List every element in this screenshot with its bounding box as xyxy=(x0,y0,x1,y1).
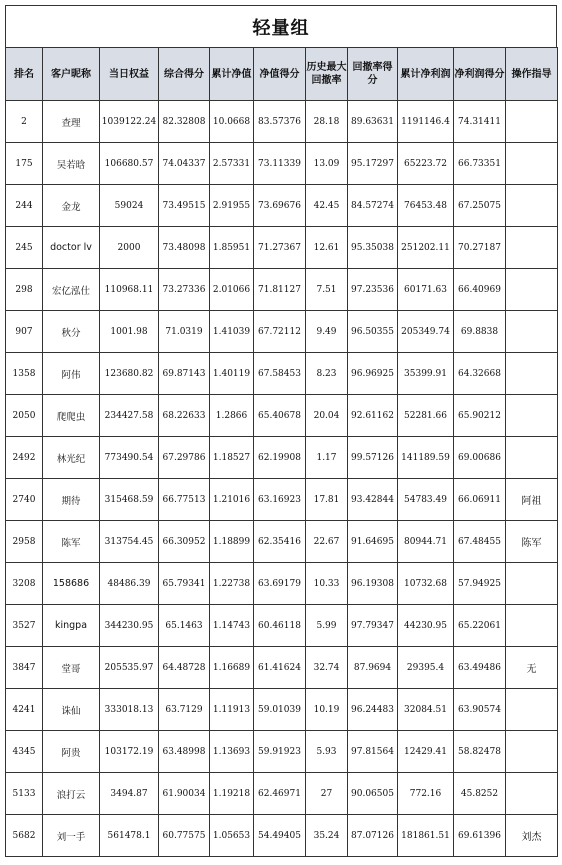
equity-cell: 2000 xyxy=(100,227,159,269)
drawdown-score-cell: 93.42844 xyxy=(348,479,398,521)
nickname-cell: 爬爬虫 xyxy=(43,395,100,437)
cum-nav-cell: 1.05653 xyxy=(210,815,254,857)
profit-score-cell: 65.90212 xyxy=(454,395,506,437)
drawdown-score-cell: 96.96925 xyxy=(348,353,398,395)
col-header-nickname: 客户昵称 xyxy=(43,48,100,101)
col-header-drawdown-score: 回撤率得分 xyxy=(348,48,398,101)
rank-cell: 2050 xyxy=(6,395,43,437)
equity-cell: 103172.19 xyxy=(100,731,159,773)
table-row xyxy=(6,143,558,185)
drawdown-score-cell: 97.79347 xyxy=(348,605,398,647)
rank-cell: 2958 xyxy=(6,521,43,563)
cum-nav-cell: 1.19218 xyxy=(210,773,254,815)
guidance-cell: 刘杰 xyxy=(506,815,558,857)
total-score-cell: 82.32808 xyxy=(159,101,210,143)
profit-score-cell: 69.61396 xyxy=(454,815,506,857)
guidance-cell: 陈军 xyxy=(506,521,558,563)
cum-nav-cell: 2.57331 xyxy=(210,143,254,185)
nickname-cell: 期待 xyxy=(43,479,100,521)
rank-cell: 175 xyxy=(6,143,43,185)
max-drawdown-cell: 7.51 xyxy=(306,269,348,311)
max-drawdown-cell: 9.49 xyxy=(306,311,348,353)
total-score-cell: 67.29786 xyxy=(159,437,210,479)
nickname-cell: 秋分 xyxy=(43,311,100,353)
guidance-cell xyxy=(506,605,558,647)
table-row xyxy=(6,437,558,479)
equity-cell: 110968.11 xyxy=(100,269,159,311)
profit-score-cell: 65.22061 xyxy=(454,605,506,647)
profit-score-cell: 67.48455 xyxy=(454,521,506,563)
nickname-cell: 阿伟 xyxy=(43,353,100,395)
rank-cell: 5133 xyxy=(6,773,43,815)
nickname-cell: 查理 xyxy=(43,101,100,143)
nav-score-cell: 60.46118 xyxy=(254,605,306,647)
cum-profit-cell: 205349.74 xyxy=(398,311,454,353)
table-row xyxy=(6,353,558,395)
equity-cell: 123680.82 xyxy=(100,353,159,395)
profit-score-cell: 69.00686 xyxy=(454,437,506,479)
equity-cell: 1039122.24 xyxy=(100,101,159,143)
nickname-cell: 158686 xyxy=(43,563,100,605)
equity-cell: 315468.59 xyxy=(100,479,159,521)
profit-score-cell: 69.8838 xyxy=(454,311,506,353)
drawdown-score-cell: 89.63631 xyxy=(348,101,398,143)
cum-nav-cell: 1.13693 xyxy=(210,731,254,773)
cum-nav-cell: 1.22738 xyxy=(210,563,254,605)
guidance-cell: 阿祖 xyxy=(506,479,558,521)
drawdown-score-cell: 97.23536 xyxy=(348,269,398,311)
cum-profit-cell: 12429.41 xyxy=(398,731,454,773)
cum-profit-cell: 29395.4 xyxy=(398,647,454,689)
col-header-cum-nav: 累计净值 xyxy=(210,48,254,101)
drawdown-score-cell: 84.57274 xyxy=(348,185,398,227)
profit-score-cell: 70.27187 xyxy=(454,227,506,269)
nav-score-cell: 73.69676 xyxy=(254,185,306,227)
equity-cell: 773490.54 xyxy=(100,437,159,479)
nickname-cell: 诛仙 xyxy=(43,689,100,731)
nickname-cell: 阿贵 xyxy=(43,731,100,773)
total-score-cell: 60.77575 xyxy=(159,815,210,857)
nav-score-cell: 59.91923 xyxy=(254,731,306,773)
nav-score-cell: 71.27367 xyxy=(254,227,306,269)
rank-cell: 4345 xyxy=(6,731,43,773)
guidance-cell xyxy=(506,227,558,269)
rank-cell: 1358 xyxy=(6,353,43,395)
drawdown-score-cell: 99.57126 xyxy=(348,437,398,479)
guidance-cell xyxy=(506,731,558,773)
max-drawdown-cell: 1.17 xyxy=(306,437,348,479)
col-header-rank: 排名 xyxy=(6,48,43,101)
rank-cell: 298 xyxy=(6,269,43,311)
drawdown-score-cell: 96.19308 xyxy=(348,563,398,605)
nav-score-cell: 67.58453 xyxy=(254,353,306,395)
max-drawdown-cell: 27 xyxy=(306,773,348,815)
max-drawdown-cell: 5.93 xyxy=(306,731,348,773)
col-header-max-drawdown: 历史最大回撤率 xyxy=(306,48,348,101)
table-row xyxy=(6,731,558,773)
guidance-cell xyxy=(506,773,558,815)
table-row xyxy=(6,773,558,815)
cum-nav-cell: 1.21016 xyxy=(210,479,254,521)
equity-cell: 1001.98 xyxy=(100,311,159,353)
profit-score-cell: 67.25075 xyxy=(454,185,506,227)
total-score-cell: 73.48098 xyxy=(159,227,210,269)
drawdown-score-cell: 87.07126 xyxy=(348,815,398,857)
table-row xyxy=(6,269,558,311)
guidance-cell xyxy=(506,395,558,437)
sheet-title: 轻量组 xyxy=(5,5,557,47)
total-score-cell: 61.90034 xyxy=(159,773,210,815)
rank-cell: 3527 xyxy=(6,605,43,647)
rank-cell: 3208 xyxy=(6,563,43,605)
total-score-cell: 71.0319 xyxy=(159,311,210,353)
guidance-cell xyxy=(506,101,558,143)
cum-profit-cell: 60171.63 xyxy=(398,269,454,311)
nav-score-cell: 73.11339 xyxy=(254,143,306,185)
profit-score-cell: 66.73351 xyxy=(454,143,506,185)
drawdown-score-cell: 95.17297 xyxy=(348,143,398,185)
max-drawdown-cell: 32.74 xyxy=(306,647,348,689)
equity-cell: 313754.45 xyxy=(100,521,159,563)
nickname-cell: kingpa xyxy=(43,605,100,647)
guidance-cell xyxy=(506,563,558,605)
cum-profit-cell: 65223.72 xyxy=(398,143,454,185)
table-row xyxy=(6,563,558,605)
nickname-cell: 林光纪 xyxy=(43,437,100,479)
nav-score-cell: 71.81127 xyxy=(254,269,306,311)
guidance-cell xyxy=(506,437,558,479)
cum-nav-cell: 1.11913 xyxy=(210,689,254,731)
drawdown-score-cell: 96.24483 xyxy=(348,689,398,731)
equity-cell: 205535.97 xyxy=(100,647,159,689)
max-drawdown-cell: 28.18 xyxy=(306,101,348,143)
nickname-cell: 刘一手 xyxy=(43,815,100,857)
ranking-table xyxy=(5,47,558,857)
equity-cell: 333018.13 xyxy=(100,689,159,731)
nickname-cell: 宏亿泓仕 xyxy=(43,269,100,311)
cum-profit-cell: 772.16 xyxy=(398,773,454,815)
nav-score-cell: 62.35416 xyxy=(254,521,306,563)
equity-cell: 48486.39 xyxy=(100,563,159,605)
cum-nav-cell: 1.14743 xyxy=(210,605,254,647)
cum-nav-cell: 1.18527 xyxy=(210,437,254,479)
total-score-cell: 73.49515 xyxy=(159,185,210,227)
nickname-cell: 陈军 xyxy=(43,521,100,563)
table-row xyxy=(6,101,558,143)
cum-profit-cell: 80944.71 xyxy=(398,521,454,563)
cum-profit-cell: 181861.51 xyxy=(398,815,454,857)
guidance-cell: 无 xyxy=(506,647,558,689)
table-row xyxy=(6,689,558,731)
table-row xyxy=(6,521,558,563)
equity-cell: 561478.1 xyxy=(100,815,159,857)
cum-profit-cell: 52281.66 xyxy=(398,395,454,437)
rank-cell: 2492 xyxy=(6,437,43,479)
total-score-cell: 66.30952 xyxy=(159,521,210,563)
drawdown-score-cell: 96.50355 xyxy=(348,311,398,353)
total-score-cell: 63.7129 xyxy=(159,689,210,731)
spreadsheet xyxy=(5,5,557,857)
cum-nav-cell: 1.16689 xyxy=(210,647,254,689)
table-row xyxy=(6,605,558,647)
cum-profit-cell: 54783.49 xyxy=(398,479,454,521)
guidance-cell xyxy=(506,353,558,395)
table-row xyxy=(6,815,558,857)
total-score-cell: 65.1463 xyxy=(159,605,210,647)
max-drawdown-cell: 10.19 xyxy=(306,689,348,731)
rank-cell: 2 xyxy=(6,101,43,143)
rank-cell: 245 xyxy=(6,227,43,269)
table-row xyxy=(6,479,558,521)
max-drawdown-cell: 22.67 xyxy=(306,521,348,563)
header-row xyxy=(6,48,558,101)
rank-cell: 5682 xyxy=(6,815,43,857)
equity-cell: 106680.57 xyxy=(100,143,159,185)
max-drawdown-cell: 42.45 xyxy=(306,185,348,227)
col-header-total-score: 综合得分 xyxy=(159,48,210,101)
rank-cell: 244 xyxy=(6,185,43,227)
max-drawdown-cell: 13.09 xyxy=(306,143,348,185)
col-header-nav-score: 净值得分 xyxy=(254,48,306,101)
cum-profit-cell: 76453.48 xyxy=(398,185,454,227)
cum-nav-cell: 2.91955 xyxy=(210,185,254,227)
table-row xyxy=(6,185,558,227)
total-score-cell: 63.48998 xyxy=(159,731,210,773)
drawdown-score-cell: 97.81564 xyxy=(348,731,398,773)
equity-cell: 344230.95 xyxy=(100,605,159,647)
total-score-cell: 66.77513 xyxy=(159,479,210,521)
drawdown-score-cell: 95.35038 xyxy=(348,227,398,269)
equity-cell: 3494.87 xyxy=(100,773,159,815)
cum-nav-cell: 1.41039 xyxy=(210,311,254,353)
guidance-cell xyxy=(506,689,558,731)
rank-cell: 3847 xyxy=(6,647,43,689)
col-header-profit-score: 净利润得分 xyxy=(454,48,506,101)
table-row xyxy=(6,227,558,269)
profit-score-cell: 74.31411 xyxy=(454,101,506,143)
equity-cell: 59024 xyxy=(100,185,159,227)
cum-profit-cell: 251202.11 xyxy=(398,227,454,269)
equity-cell: 234427.58 xyxy=(100,395,159,437)
cum-profit-cell: 10732.68 xyxy=(398,563,454,605)
profit-score-cell: 63.49486 xyxy=(454,647,506,689)
cum-nav-cell: 1.2866 xyxy=(210,395,254,437)
total-score-cell: 69.87143 xyxy=(159,353,210,395)
table-row xyxy=(6,647,558,689)
max-drawdown-cell: 17.81 xyxy=(306,479,348,521)
profit-score-cell: 45.8252 xyxy=(454,773,506,815)
drawdown-score-cell: 92.61162 xyxy=(348,395,398,437)
profit-score-cell: 63.90574 xyxy=(454,689,506,731)
total-score-cell: 74.04337 xyxy=(159,143,210,185)
cum-profit-cell: 1191146.4 xyxy=(398,101,454,143)
max-drawdown-cell: 20.04 xyxy=(306,395,348,437)
total-score-cell: 64.48728 xyxy=(159,647,210,689)
guidance-cell xyxy=(506,311,558,353)
nav-score-cell: 62.46971 xyxy=(254,773,306,815)
rank-cell: 4241 xyxy=(6,689,43,731)
drawdown-score-cell: 91.64695 xyxy=(348,521,398,563)
cum-nav-cell: 1.18899 xyxy=(210,521,254,563)
col-header-cum-profit: 累计净利润 xyxy=(398,48,454,101)
guidance-cell xyxy=(506,269,558,311)
nav-score-cell: 62.19908 xyxy=(254,437,306,479)
profit-score-cell: 57.94925 xyxy=(454,563,506,605)
nickname-cell: 吴若晗 xyxy=(43,143,100,185)
nav-score-cell: 83.57376 xyxy=(254,101,306,143)
max-drawdown-cell: 8.23 xyxy=(306,353,348,395)
profit-score-cell: 66.06911 xyxy=(454,479,506,521)
cum-nav-cell: 2.01066 xyxy=(210,269,254,311)
col-header-equity: 当日权益 xyxy=(100,48,159,101)
profit-score-cell: 58.82478 xyxy=(454,731,506,773)
cum-profit-cell: 35399.91 xyxy=(398,353,454,395)
table-body xyxy=(6,101,558,857)
nickname-cell: doctor lv xyxy=(43,227,100,269)
max-drawdown-cell: 35.24 xyxy=(306,815,348,857)
nav-score-cell: 65.40678 xyxy=(254,395,306,437)
cum-nav-cell: 1.85951 xyxy=(210,227,254,269)
nickname-cell: 堂哥 xyxy=(43,647,100,689)
nav-score-cell: 63.16923 xyxy=(254,479,306,521)
profit-score-cell: 64.32668 xyxy=(454,353,506,395)
profit-score-cell: 66.40969 xyxy=(454,269,506,311)
table-row xyxy=(6,395,558,437)
nav-score-cell: 61.41624 xyxy=(254,647,306,689)
cum-profit-cell: 44230.95 xyxy=(398,605,454,647)
max-drawdown-cell: 10.33 xyxy=(306,563,348,605)
col-header-guidance: 操作指导 xyxy=(506,48,558,101)
drawdown-score-cell: 87.9694 xyxy=(348,647,398,689)
cum-profit-cell: 32084.51 xyxy=(398,689,454,731)
nickname-cell: 金龙 xyxy=(43,185,100,227)
guidance-cell xyxy=(506,185,558,227)
total-score-cell: 73.27336 xyxy=(159,269,210,311)
cum-nav-cell: 10.0668 xyxy=(210,101,254,143)
total-score-cell: 68.22633 xyxy=(159,395,210,437)
max-drawdown-cell: 5.99 xyxy=(306,605,348,647)
guidance-cell xyxy=(506,143,558,185)
rank-cell: 2740 xyxy=(6,479,43,521)
max-drawdown-cell: 12.61 xyxy=(306,227,348,269)
nav-score-cell: 54.49405 xyxy=(254,815,306,857)
cum-nav-cell: 1.40119 xyxy=(210,353,254,395)
nickname-cell: 浪打云 xyxy=(43,773,100,815)
table-row xyxy=(6,311,558,353)
nav-score-cell: 67.72112 xyxy=(254,311,306,353)
nav-score-cell: 59.01039 xyxy=(254,689,306,731)
nav-score-cell: 63.69179 xyxy=(254,563,306,605)
rank-cell: 907 xyxy=(6,311,43,353)
total-score-cell: 65.79341 xyxy=(159,563,210,605)
drawdown-score-cell: 90.06505 xyxy=(348,773,398,815)
cum-profit-cell: 141189.59 xyxy=(398,437,454,479)
